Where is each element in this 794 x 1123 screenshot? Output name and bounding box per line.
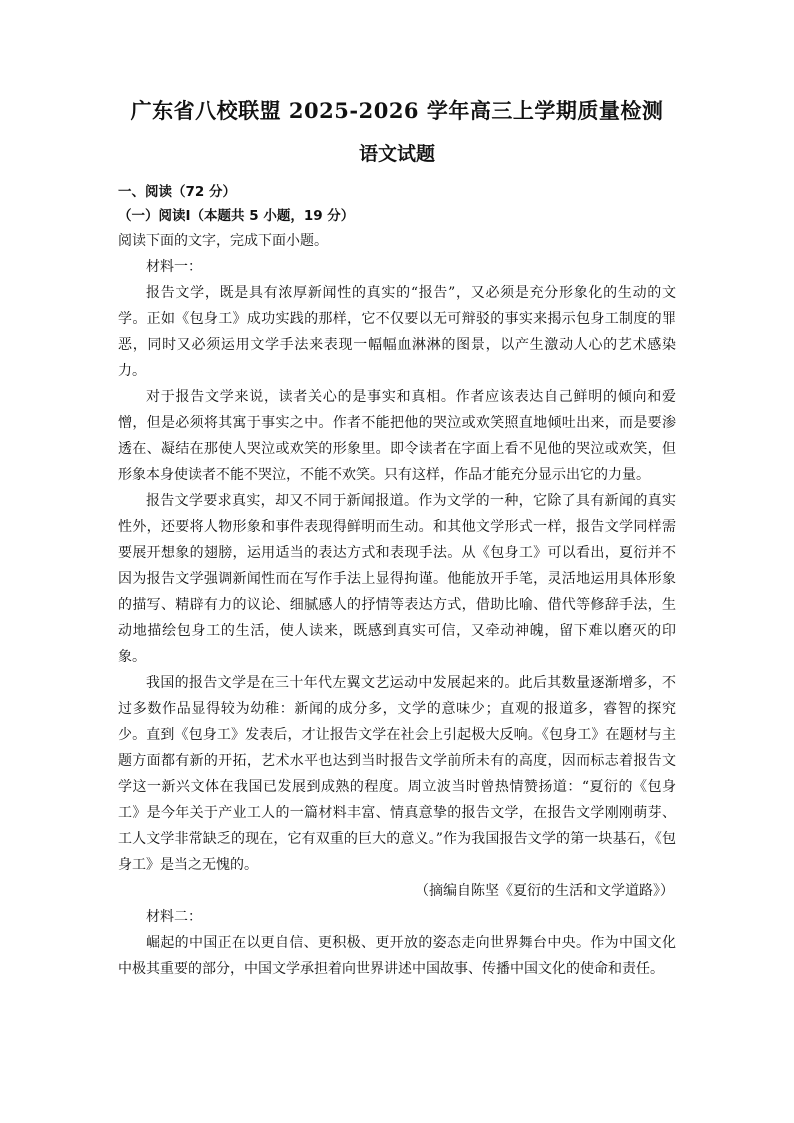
subsection-heading: （一）阅读Ⅰ（本题共 5 小题，19 分） bbox=[118, 208, 355, 224]
material-1-paragraph-3: 报告文学要求真实，却又不同于新闻报道。作为文学的一种，它除了具有新闻的真实性外，还要将人物形象和事件表现得鲜明而生动。和其他文学形式一样，报告文学同样需要展开想象的翅膀，运用适当的表达方式和表现手法。从《包身工》可以看出，夏衍并不因为报告文学强调新闻性而在写作手法上显得拘谨。他能放开手笔，灵活地运用具体形象的描写、精辟有力的议论、细腻感人的抒情等表达方式，借助比喻、借代等修辞手法，生动地描绘包身工的生活，使人读来，既感到真实可信，又牵动神魄，留下难以磨灭的印象。 bbox=[118, 493, 676, 665]
material-2-paragraph-1: 崛起的中国正在以更自信、更积极、更开放的姿态走向世界舞台中央。作为中国文化中极其重要的部分，中国文学承担着向世界讲述中国故事、传播中国文化的使命和责任。 bbox=[118, 935, 676, 977]
material-1-label: 材料一： bbox=[146, 259, 202, 275]
material-1-paragraph-2: 对于报告文学来说，读者关心的是事实和真相。作者应该表达自己鲜明的倾向和爱憎，但是必须将其寓于事实之中。作者不能把他的哭泣或欢笑照直地倾吐出来，而是要渗透在、凝结在那使人哭泣或欢笑的形象里。即令读者在字面上看不见他的哭泣或欢笑，但形象本身使读者不能不哭泣，不能不欢笑。只有这样，作品才能充分显示出它的力量。 bbox=[118, 389, 676, 483]
material-1-paragraph-1: 报告文学，既是具有浓厚新闻性的真实的“报告”，又必须是充分形象化的生动的文学。正如《包身工》成功实践的那样，它不仅要以无可辩驳的事实来揭示包身工制度的罪恶，同时又必须运用文学手法来表现一幅幅血淋淋的图景，以产生激动人心的艺术感染力。 bbox=[118, 285, 676, 379]
section-heading: 一、阅读（72 分） bbox=[118, 184, 236, 200]
page-title: 广东省八校联盟 2025-2026 学年高三上学期质量检测 bbox=[130, 98, 664, 123]
material-2-label: 材料二： bbox=[146, 909, 202, 925]
material-1-paragraph-4: 我国的报告文学是在三十年代左翼文艺运动中发展起来的。此后其数量逐渐增多，不过多数作品显得较为幼稚：新闻的成分多，文学的意味少；直观的报道多，睿智的探究少。直到《包身工》发表后，才让报告文学在社会上引起极大反响。《包身工》在题材与主题方面都有新的开拓，艺术水平也达到当时报告文学前所未有的高度，因而标志着报告文学这一新兴文体在我国已发展到成熟的程度。周立波当时曾热情赞扬道：“夏衍的《包身工》是今年关于产业工人的一篇材料丰富、情真意挚的报告文学，在报告文学刚刚萌芽、工人文学非常缺乏的现在，它有双重的巨大的意义。”作为我国报告文学的第一块基石，《包身工》是当之无愧的。 bbox=[118, 675, 676, 873]
page-subtitle: 语文试题 bbox=[358, 143, 435, 165]
material-1-source: （摘编自陈坚《夏衍的生活和文学道路》） bbox=[415, 883, 674, 899]
reading-instruction: 阅读下面的文字，完成下面小题。 bbox=[118, 233, 328, 249]
